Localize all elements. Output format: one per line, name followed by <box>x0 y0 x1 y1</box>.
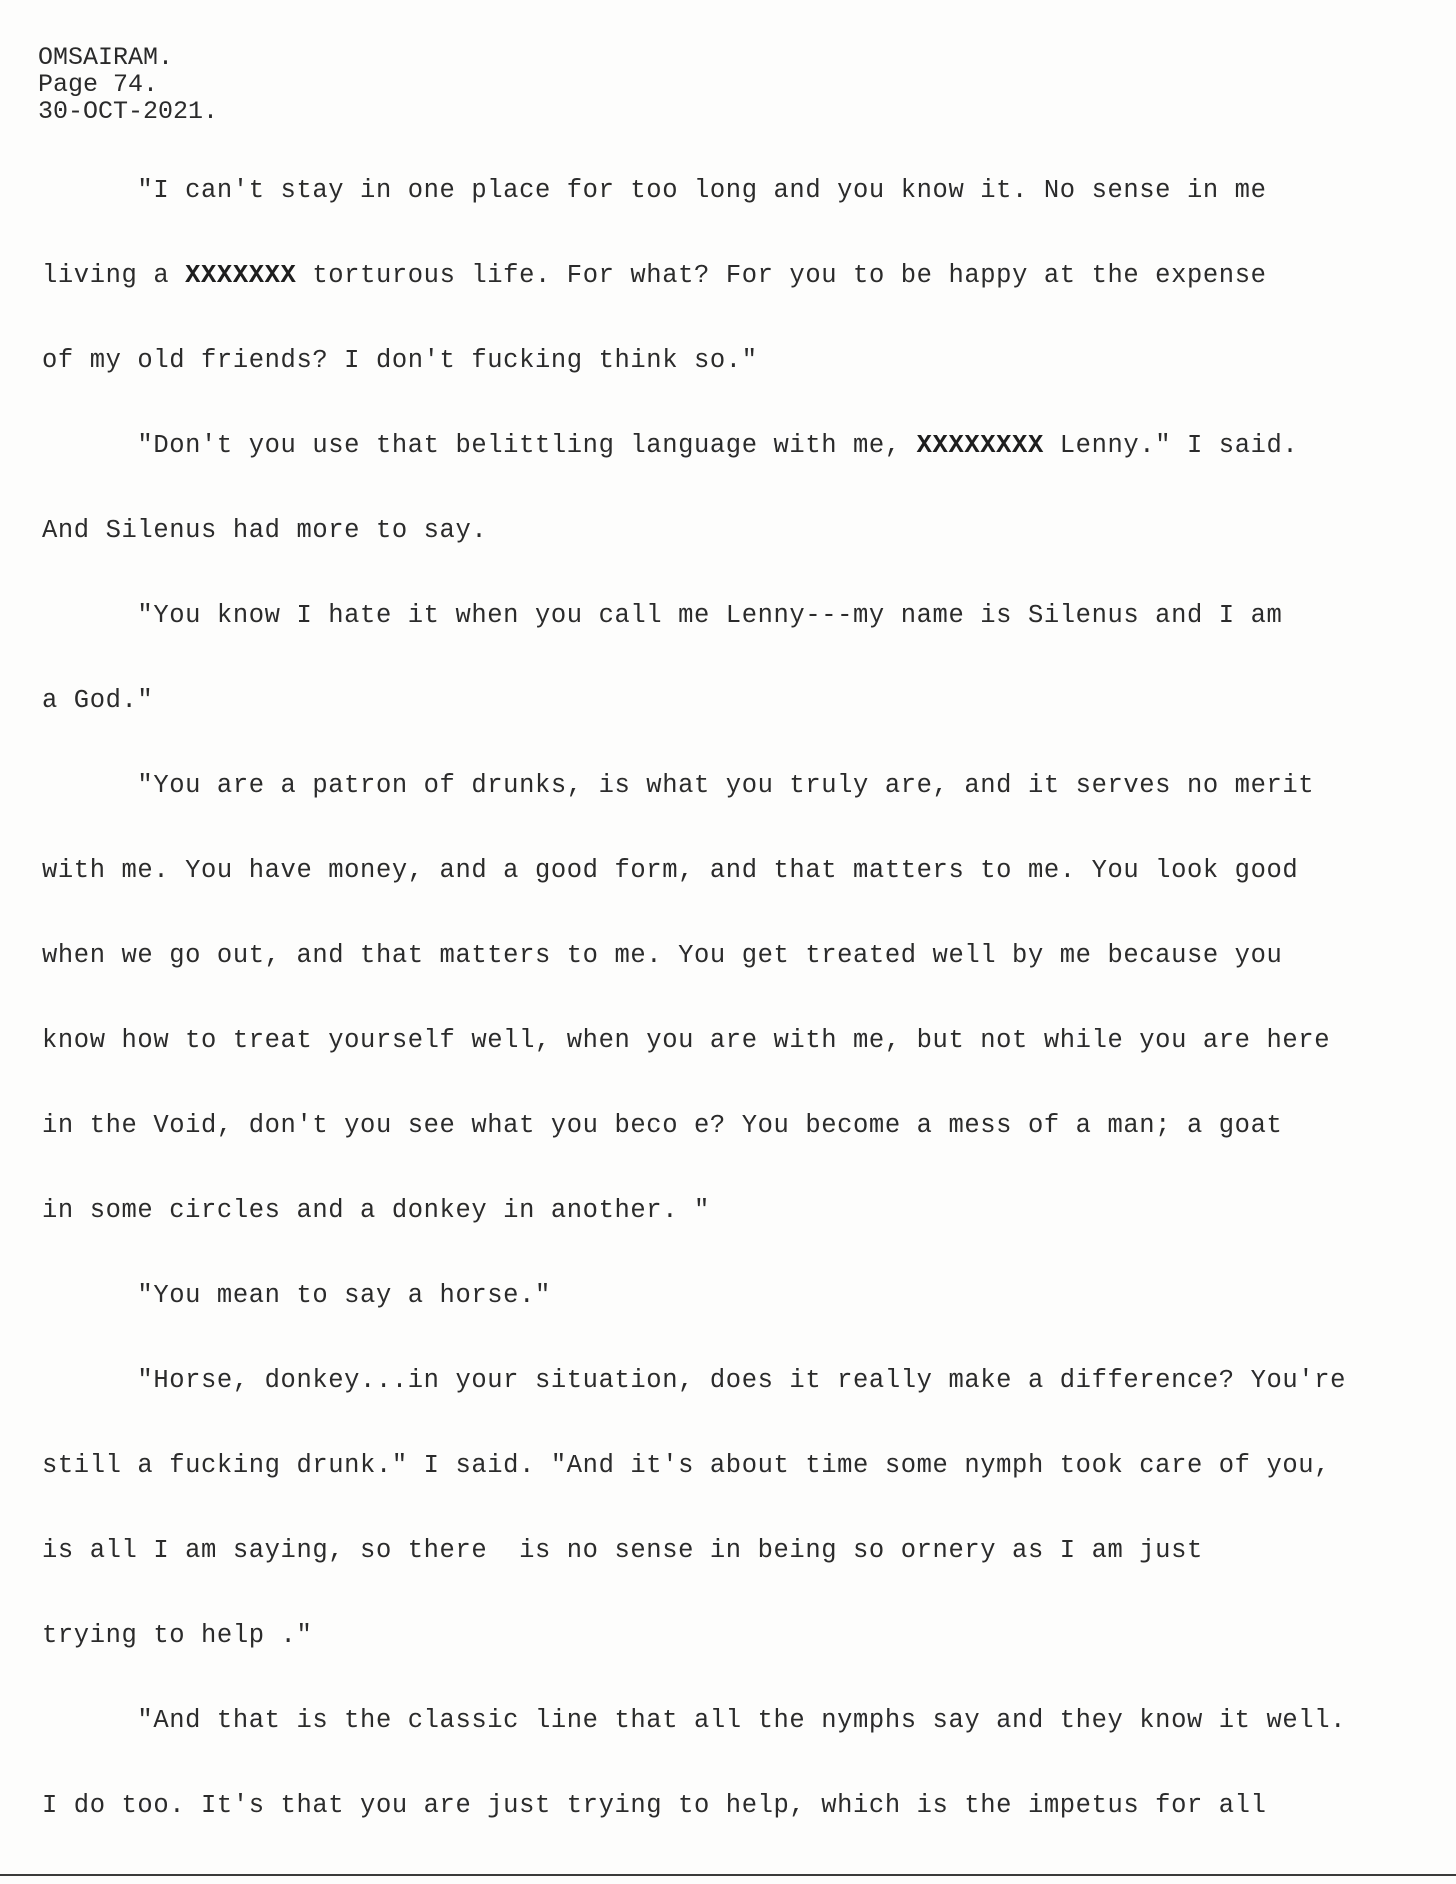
text-line <box>42 516 1442 601</box>
text-line <box>42 1536 1442 1621</box>
text-line <box>42 686 1442 771</box>
text-line <box>42 1451 1442 1536</box>
text-segment: in the Void, don't you see what you beco e? You become a mess of a man; a goat <box>42 1111 1283 1140</box>
text-segment: Lenny." I said. <box>1043 431 1299 460</box>
text-line <box>42 1791 1442 1876</box>
page-header <box>38 44 218 125</box>
text-line <box>42 346 1442 431</box>
header-date: 30-OCT-2021. <box>38 97 219 126</box>
text-segment: of my old friends? I don't fucking think so." <box>42 346 758 375</box>
text-line <box>42 941 1442 1026</box>
text-segment: I do too. It's that you are just trying to help, which is the impetus for all <box>42 1791 1267 1820</box>
body-text <box>42 176 1442 1876</box>
text-segment: a God." <box>42 686 154 715</box>
text-line <box>42 771 1442 856</box>
text-segment: "You are a patron of drunks, is what you truly are, and it serves no merit <box>42 771 1315 800</box>
header-page-number: Page 74. <box>38 70 159 99</box>
text-line <box>42 1621 1442 1706</box>
text-segment: "Don't you use that belittling language with me, <box>42 431 917 460</box>
text-segment: is all I am saying, so there is no sense in being so ornery as I am just <box>42 1536 1203 1565</box>
text-segment: trying to help ." <box>42 1621 313 1650</box>
text-line <box>42 601 1442 686</box>
text-segment: "And that is the classic line that all the nymphs say and they know it well. <box>42 1706 1347 1735</box>
text-segment: living a <box>42 261 186 290</box>
text-segment: "Horse, donkey...in your situation, does it really make a difference? You're <box>42 1366 1347 1395</box>
text-segment: torturous life. For what? For you to be happy at the expense <box>296 261 1267 290</box>
text-segment: "You know I hate it when you call me Lenny---my name is Silenus and I am <box>42 601 1283 630</box>
text-segment: when we go out, and that matters to me. You get treated well by me because you <box>42 941 1283 970</box>
text-line <box>42 1196 1442 1281</box>
text-segment: with me. You have money, and a good form, and that matters to me. You look good <box>42 856 1299 885</box>
text-line <box>42 176 1442 261</box>
text-segment: still a fucking drunk." I said. "And it's about time some nymph took care of you, <box>42 1451 1331 1480</box>
text-line <box>42 1281 1442 1366</box>
text-line <box>42 261 1442 346</box>
text-segment: And Silenus had more to say. <box>42 516 488 545</box>
text-segment: "I can't stay in one place for too long and you know it. No sense in me <box>42 176 1267 205</box>
struck-out-text: XXXXXXX <box>185 261 297 290</box>
page-bottom-edge <box>0 1874 1456 1876</box>
text-line <box>42 1111 1442 1196</box>
text-line <box>42 856 1442 941</box>
text-line <box>42 1706 1442 1791</box>
text-segment: in some circles and a donkey in another. " <box>42 1196 710 1225</box>
text-segment: know how to treat yourself well, when you are with me, but not while you are here <box>42 1026 1331 1055</box>
header-title: OMSAIRAM. <box>38 43 174 72</box>
struck-out-text: XXXXXXXX <box>916 431 1044 460</box>
text-line <box>42 431 1442 516</box>
text-line <box>42 1366 1442 1451</box>
text-line <box>42 1026 1442 1111</box>
text-segment: "You mean to say a horse." <box>42 1281 551 1310</box>
